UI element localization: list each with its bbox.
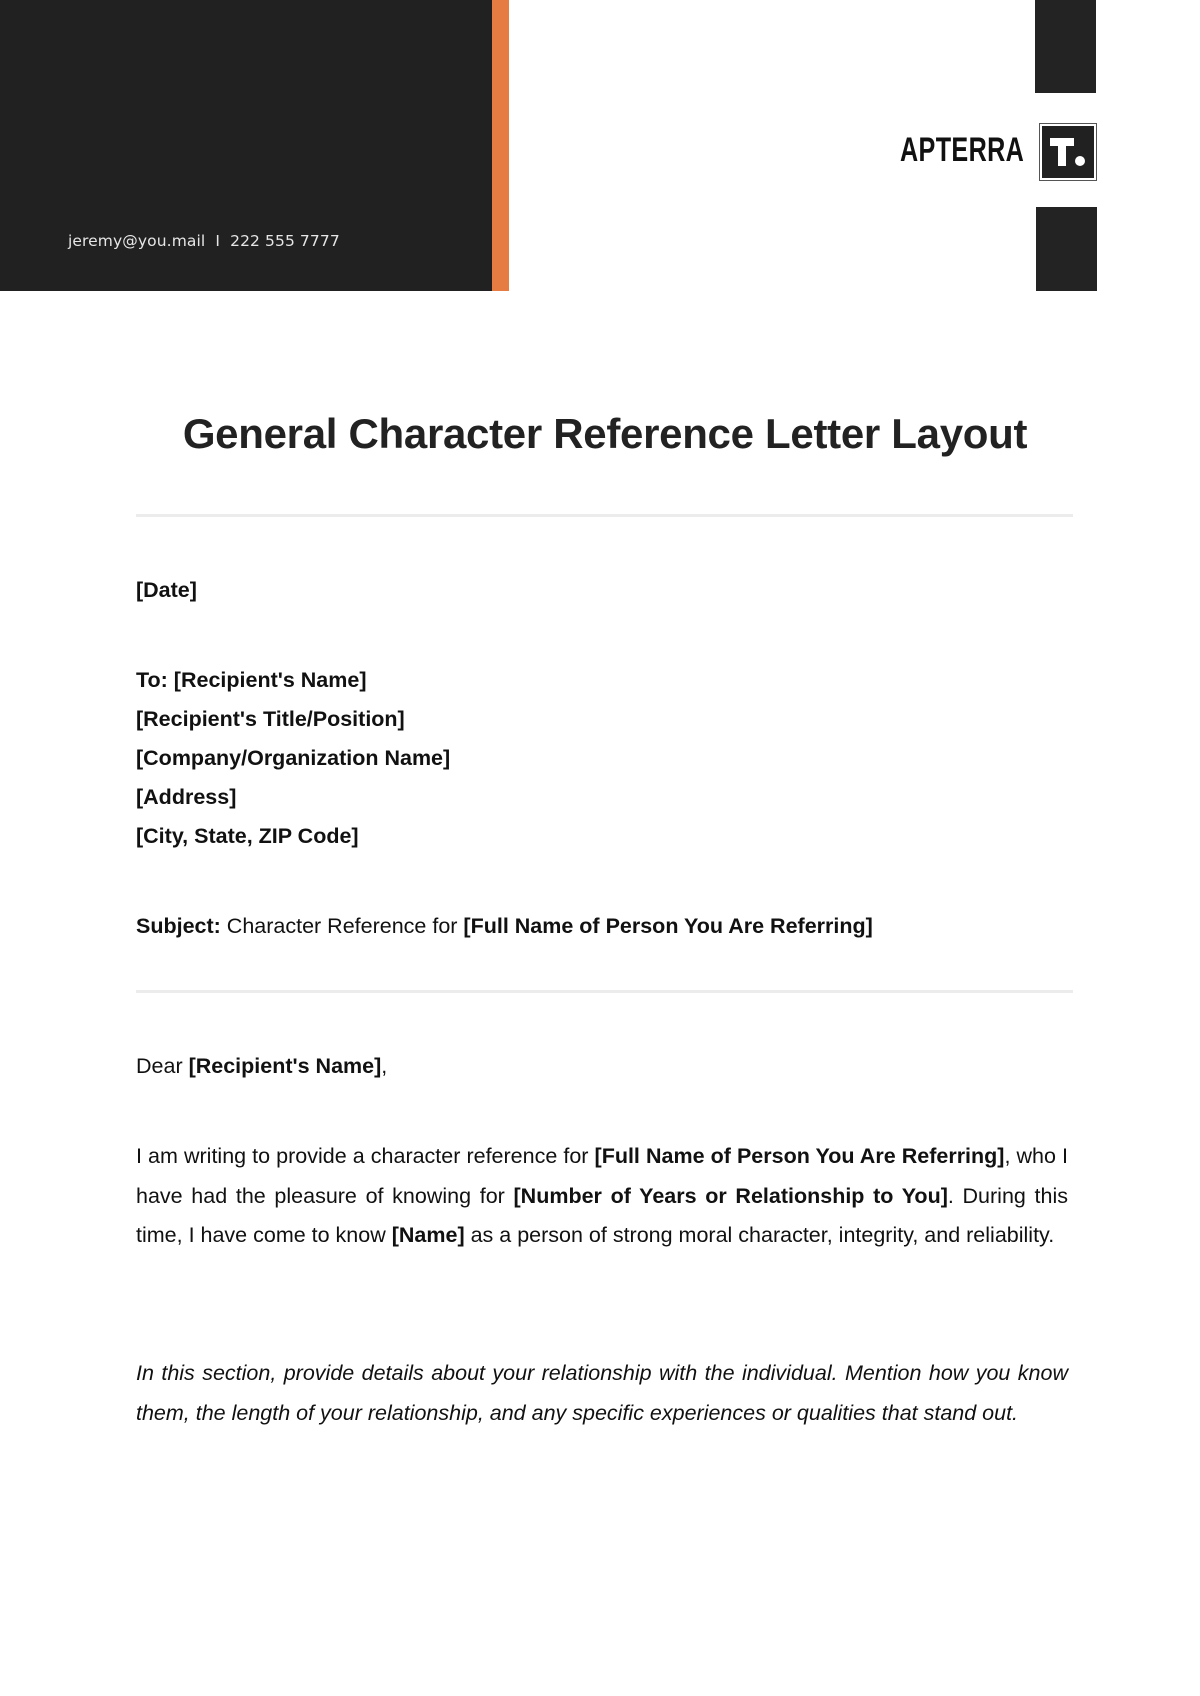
subject-text: Character Reference for (220, 914, 464, 938)
subject-person-name: [Full Name of Person You Are Referring] (463, 914, 873, 938)
salutation-prefix: Dear (136, 1054, 189, 1078)
contact-info (68, 232, 340, 250)
recipient-company: [Company/Organization Name] (136, 746, 451, 770)
subject-line (136, 906, 873, 946)
salutation-name: [Recipient's Name] (188, 1054, 382, 1078)
paragraph-text: I am writing to provide a character reference for (136, 1144, 595, 1168)
placeholder-years-relationship: [Number of Years or Relationship to You] (513, 1183, 948, 1208)
recipient-name: To: [Recipient's Name] (136, 668, 367, 692)
paragraph-text: . During this time, I have come to know (136, 1183, 1068, 1247)
decorative-bar-bottom (1036, 207, 1097, 291)
paragraph-text: as a person of strong moral character, integrity, and reliability. (464, 1223, 1055, 1247)
header-accent-strip (492, 0, 509, 291)
recipient-title: [Recipient's Title/Position] (136, 707, 405, 731)
divider (136, 990, 1073, 993)
letter-t-icon (1050, 136, 1086, 170)
date-field: [Date] (136, 578, 197, 602)
subject-label: Subject: (136, 914, 221, 938)
brand-logo-icon (1039, 123, 1097, 181)
document-title: General Character Reference Letter Layout (182, 410, 1028, 457)
contact-email: jeremy@you.mail (68, 232, 206, 250)
contact-separator: I (215, 232, 221, 250)
salutation (136, 1046, 387, 1086)
brand-name: APTERRA (900, 131, 1025, 169)
placeholder-full-name: [Full Name of Person You Are Referring] (594, 1144, 1005, 1168)
body-paragraph-intro (136, 1137, 1068, 1256)
logo-inner (1042, 126, 1094, 178)
contact-phone: 222 555 7777 (230, 232, 340, 250)
placeholder-name: [Name] (391, 1223, 465, 1247)
body-paragraph-instructions: In this section, provide details about your relationship with the individual. Mention how you know them, the length of your relationship, and any specific experiences or qualities that stand out. (136, 1361, 1068, 1425)
header-dark-panel (0, 0, 492, 291)
recipient-city-state-zip: [City, State, ZIP Code] (136, 824, 359, 848)
paragraph-text: , who I have had the pleasure of knowing for (136, 1144, 1068, 1208)
recipient-address: [Address] (136, 785, 237, 809)
divider (136, 514, 1073, 517)
salutation-suffix: , (381, 1054, 388, 1078)
decorative-bar-top (1035, 0, 1096, 93)
